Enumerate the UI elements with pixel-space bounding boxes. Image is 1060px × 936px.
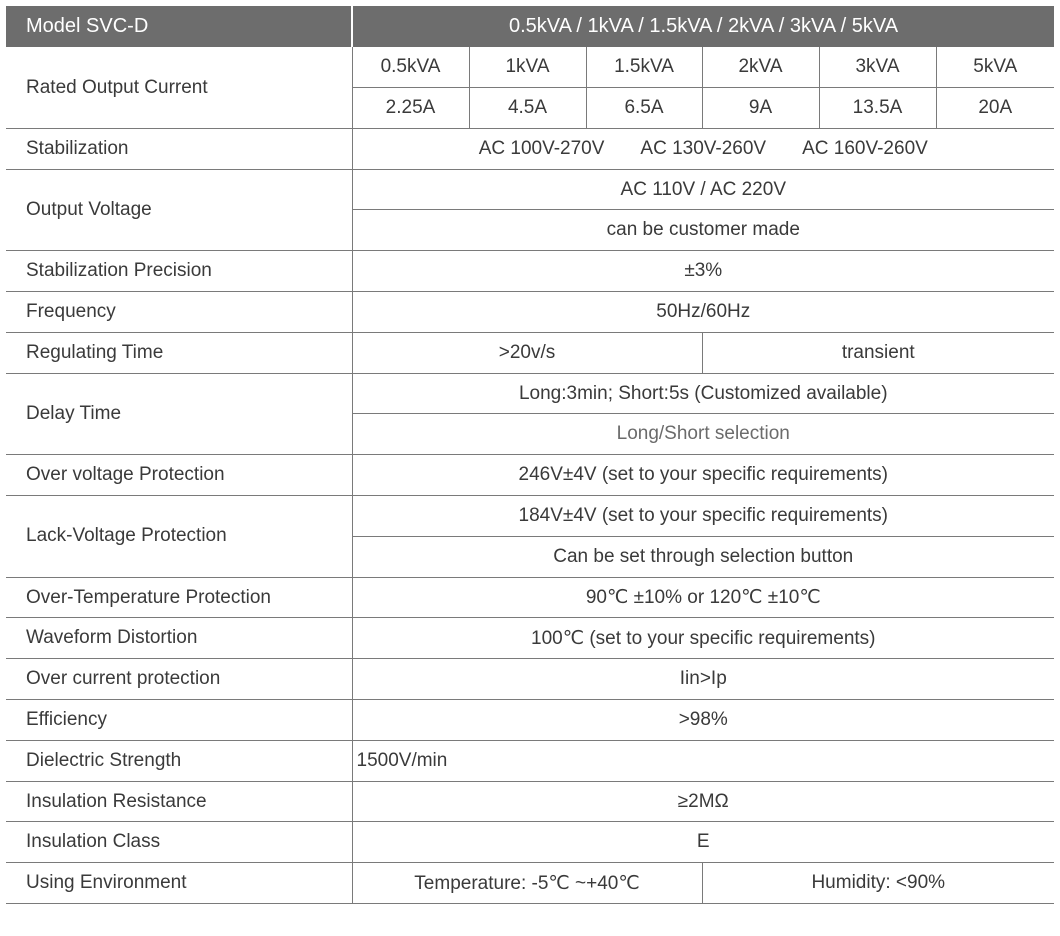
row-value: Iin>Ip: [352, 659, 1054, 700]
spec-table: [6, 6, 1054, 904]
row-label: Stabilization Precision: [6, 251, 352, 292]
row-note: Can be set through selection button: [352, 536, 1054, 577]
row-label: Insulation Resistance: [6, 781, 352, 822]
table-row: [6, 822, 1054, 863]
row-note: can be customer made: [352, 210, 1054, 251]
amp-cell: 6.5A: [586, 88, 702, 129]
table-row: [6, 740, 1054, 781]
table-row: [6, 659, 1054, 700]
kva-cell: 1.5kVA: [586, 47, 702, 88]
amp-cell: 20A: [936, 88, 1054, 129]
environment-humidity: Humidity: <90%: [702, 863, 1054, 904]
row-value: 50Hz/60Hz: [352, 292, 1054, 333]
row-label: Regulating Time: [6, 332, 352, 373]
range-value: AC 160V-260V: [802, 137, 928, 159]
environment-temperature: Temperature: -5℃ ~+40℃: [352, 863, 702, 904]
row-value-right: transient: [702, 332, 1054, 373]
row-label: Dielectric Strength: [6, 740, 352, 781]
table-row: [6, 47, 1054, 88]
row-value: Long:3min; Short:5s (Customized available): [352, 373, 1054, 414]
row-label: Over current protection: [6, 659, 352, 700]
amp-cell: 2.25A: [352, 88, 469, 129]
row-label: Lack-Voltage Protection: [6, 496, 352, 578]
row-label: Output Voltage: [6, 169, 352, 251]
stabilization-ranges: [352, 128, 1054, 169]
row-label: Stabilization: [6, 128, 352, 169]
row-value: 100℃ (set to your specific requirements): [352, 618, 1054, 659]
table-row: [6, 169, 1054, 210]
kva-cell: 3kVA: [819, 47, 936, 88]
table-row: [6, 332, 1054, 373]
kva-cell: 2kVA: [702, 47, 819, 88]
capacity-range: 0.5kVA / 1kVA / 1.5kVA / 2kVA / 3kVA / 5kVA: [352, 6, 1054, 47]
row-label: Over voltage Protection: [6, 455, 352, 496]
range-value: AC 100V-270V: [478, 137, 605, 159]
row-label: Delay Time: [6, 373, 352, 455]
table-row: [6, 781, 1054, 822]
row-label: Efficiency: [6, 700, 352, 741]
table-row: [6, 455, 1054, 496]
row-value: ±3%: [352, 251, 1054, 292]
kva-cell: 5kVA: [936, 47, 1054, 88]
row-label: Over-Temperature Protection: [6, 577, 352, 618]
row-value: 246V±4V (set to your specific requirements): [352, 455, 1054, 496]
table-row: [6, 496, 1054, 537]
row-value: 1500V/min: [352, 740, 1054, 781]
table-row: [6, 128, 1054, 169]
row-label: Waveform Distortion: [6, 618, 352, 659]
amp-cell: 9A: [702, 88, 819, 129]
range-value: AC 130V-260V: [640, 137, 767, 159]
row-value: AC 110V / AC 220V: [352, 169, 1054, 210]
row-value: >98%: [352, 700, 1054, 741]
row-value-left: >20v/s: [352, 332, 702, 373]
table-row: [6, 577, 1054, 618]
row-label: Frequency: [6, 292, 352, 333]
row-value: E: [352, 822, 1054, 863]
row-label: Using Environment: [6, 863, 352, 904]
table-row: [6, 863, 1054, 904]
table-row: [6, 618, 1054, 659]
table-row: [6, 251, 1054, 292]
kva-cell: 1kVA: [469, 47, 586, 88]
row-note: Long/Short selection: [352, 414, 1054, 455]
row-value: 90℃ ±10% or 120℃ ±10℃: [352, 577, 1054, 618]
amp-cell: 13.5A: [819, 88, 936, 129]
table-row: [6, 292, 1054, 333]
row-label: Rated Output Current: [6, 47, 352, 129]
row-value: 184V±4V (set to your specific requirements): [352, 496, 1054, 537]
table-row: [6, 373, 1054, 414]
table-row: [6, 700, 1054, 741]
amp-cell: 4.5A: [469, 88, 586, 129]
header-row: [6, 6, 1054, 47]
model-label: Model SVC-D: [6, 6, 352, 47]
row-value: ≥2MΩ: [352, 781, 1054, 822]
row-label: Insulation Class: [6, 822, 352, 863]
kva-cell: 0.5kVA: [352, 47, 469, 88]
